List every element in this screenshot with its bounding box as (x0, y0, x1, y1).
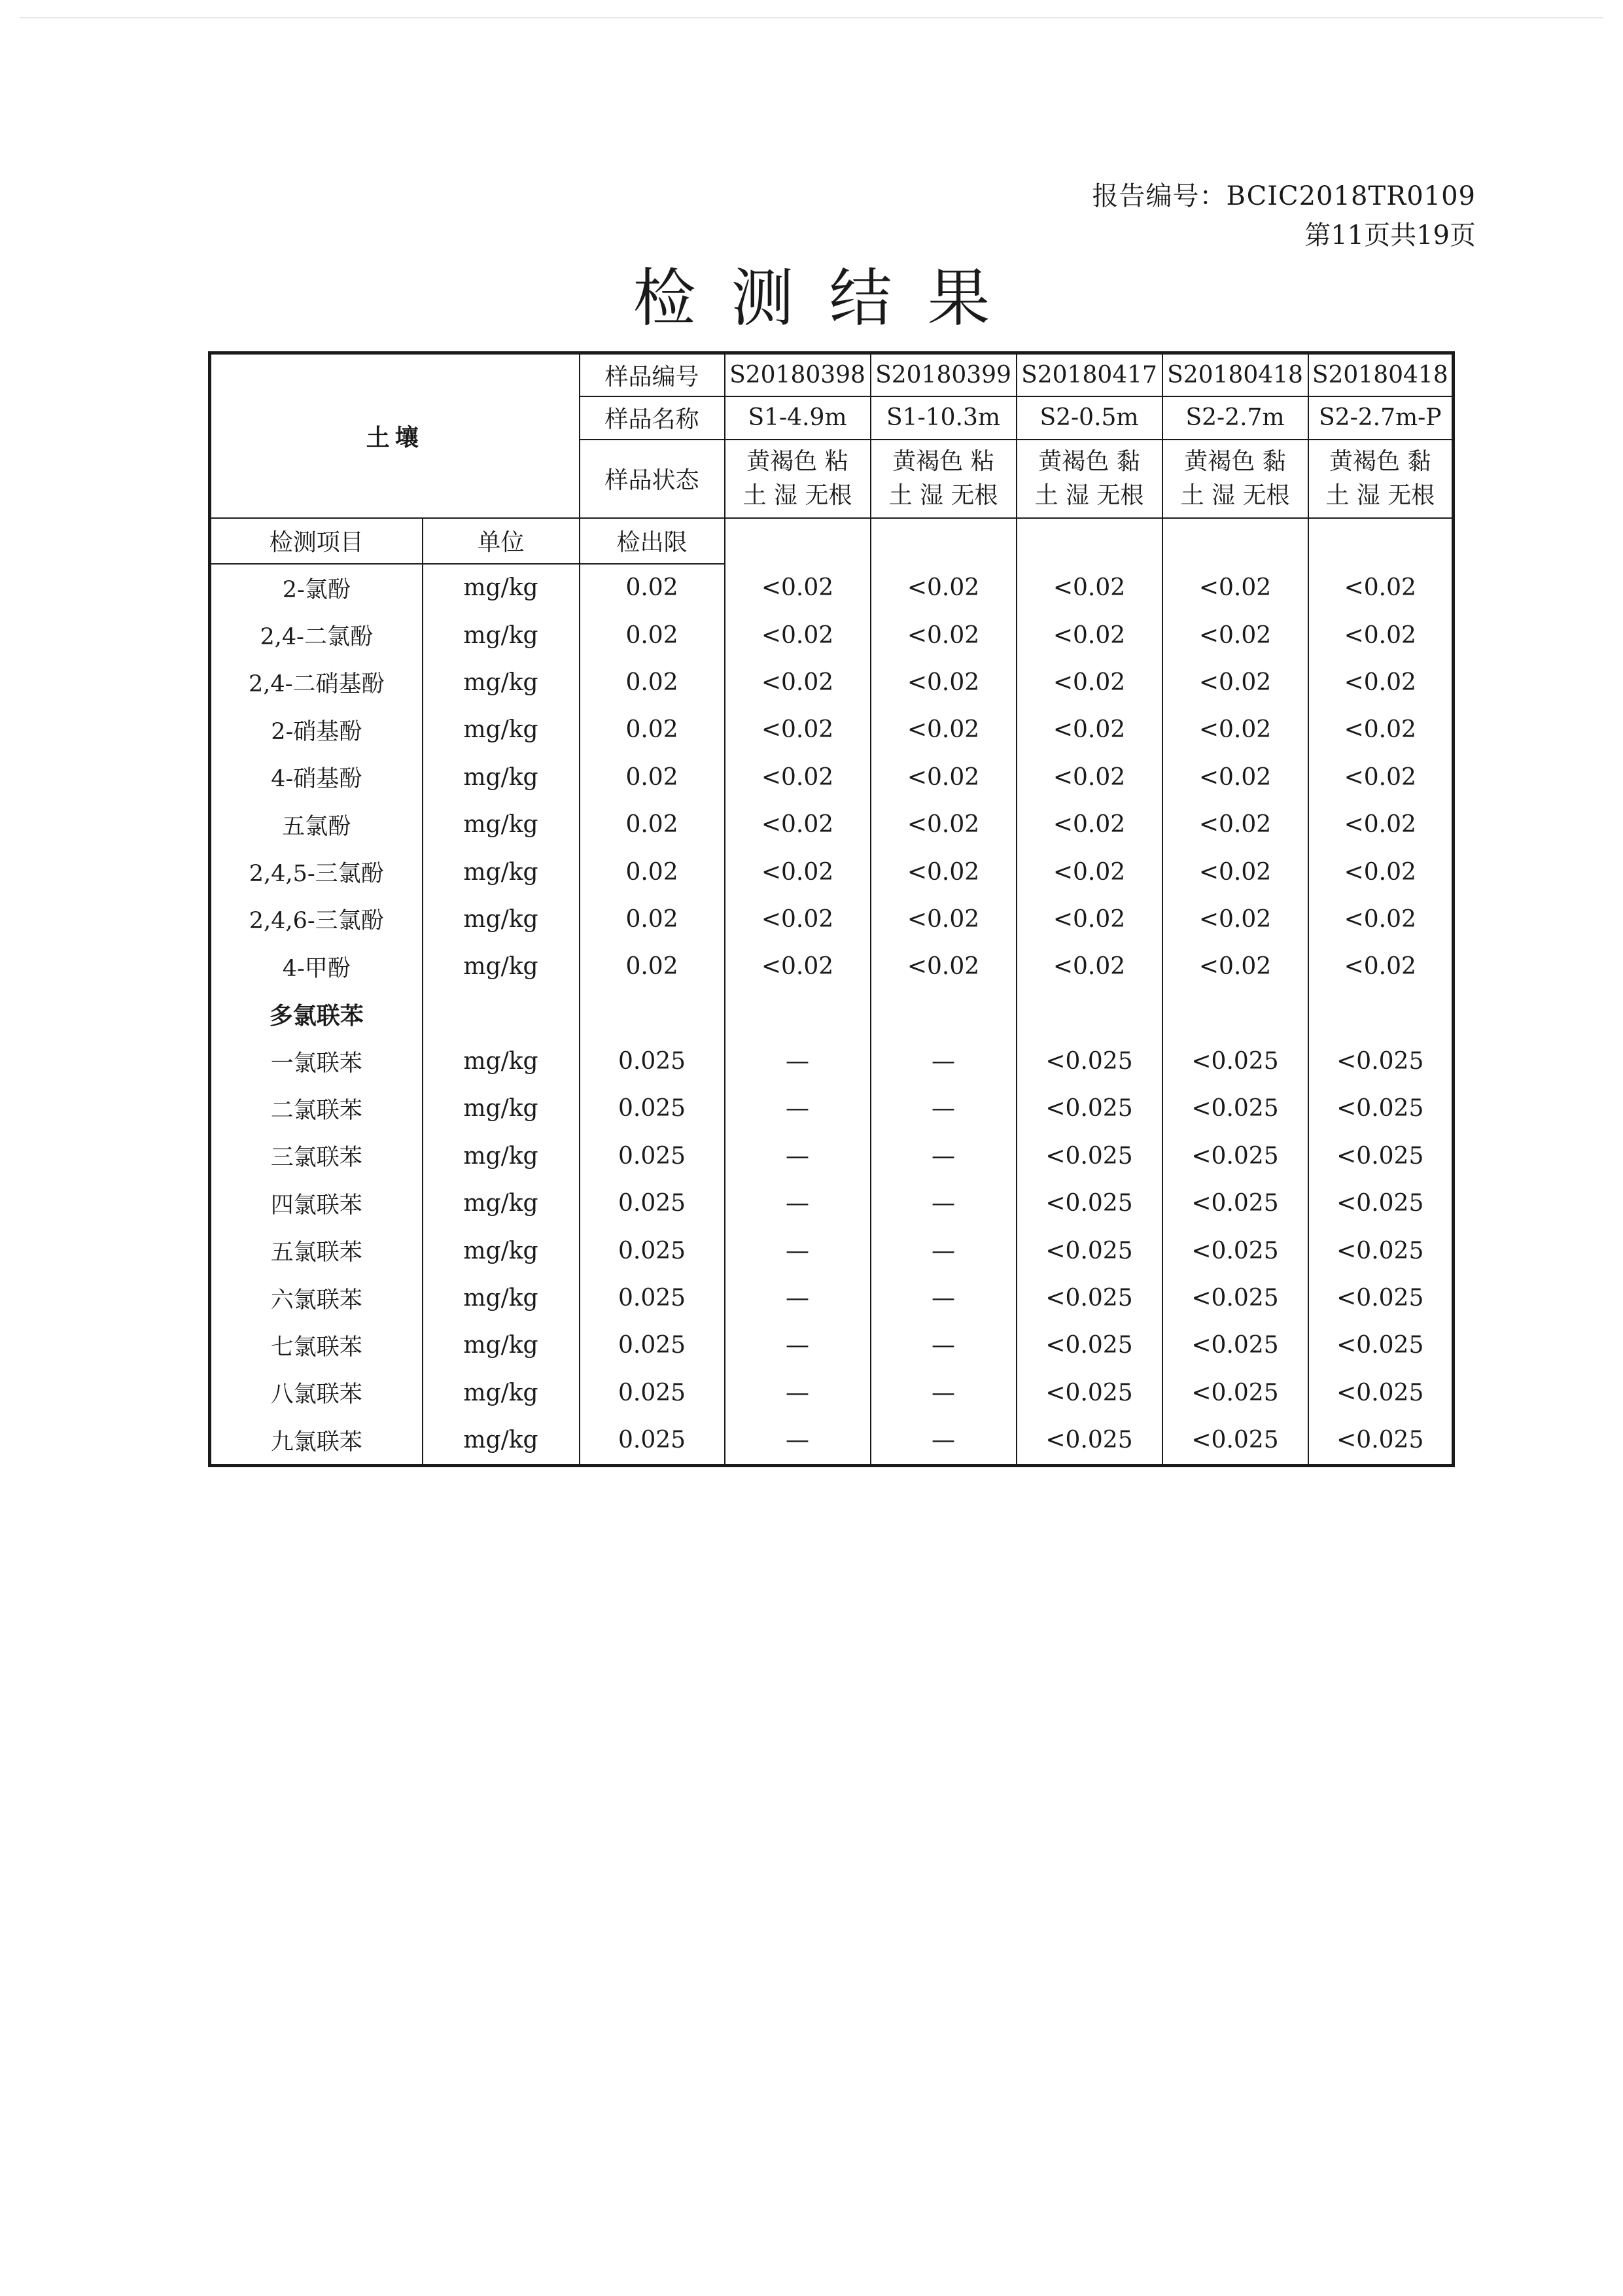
unit-cell: mg/kg (423, 1180, 580, 1227)
result-cell: — (871, 1037, 1017, 1085)
result-cell: <0.025 (1308, 1227, 1454, 1274)
result-cell: — (871, 1180, 1017, 1227)
sample-code: S20180418 (1162, 353, 1308, 396)
result-cell: <0.025 (1017, 1085, 1162, 1132)
result-cell: <0.02 (725, 848, 871, 896)
detection-limit-cell: 0.02 (580, 754, 725, 801)
result-cell: <0.02 (1308, 564, 1454, 612)
detection-limit-cell: 0.025 (580, 1037, 725, 1085)
empty-header-cell (1017, 518, 1162, 564)
result-cell: <0.025 (1017, 1274, 1162, 1321)
detection-limit-cell: 0.02 (580, 706, 725, 754)
table-row (210, 1369, 1454, 1416)
unit-cell: mg/kg (423, 706, 580, 754)
result-cell: <0.025 (1017, 1322, 1162, 1369)
result-cell: <0.02 (1017, 896, 1162, 943)
result-cell: <0.02 (725, 896, 871, 943)
result-cell: <0.025 (1162, 1180, 1308, 1227)
unit-cell: mg/kg (423, 848, 580, 896)
sample-code: S20180398 (725, 353, 871, 396)
detection-limit-cell: 0.025 (580, 1417, 725, 1466)
report-number: 报告编号：BCIC2018TR0109 (1092, 181, 1476, 211)
test-item-name: 五氯酚 (210, 801, 423, 848)
result-cell: <0.02 (1017, 706, 1162, 754)
result-cell: — (725, 1085, 871, 1132)
result-cell: — (725, 1322, 871, 1369)
sample-name: S2-2.7m-P (1308, 396, 1454, 440)
result-cell: — (871, 1369, 1017, 1416)
document-title: 检测结果 (633, 262, 1026, 335)
unit-cell: mg/kg (423, 1322, 580, 1369)
column-header-unit: 单位 (423, 518, 580, 564)
empty-cell (1162, 990, 1308, 1037)
sample-name: S2-2.7m (1162, 396, 1308, 440)
detection-limit-cell: 0.025 (580, 1322, 725, 1369)
result-cell: <0.02 (1017, 564, 1162, 612)
table-row (210, 848, 1454, 896)
result-cell: <0.02 (1017, 612, 1162, 659)
column-header-limit: 检出限 (580, 518, 725, 564)
detection-limit-cell: 0.025 (580, 1369, 725, 1416)
empty-cell (1017, 990, 1162, 1037)
section-label: 多氯联苯 (210, 990, 423, 1037)
sample-code: S20180417 (1017, 353, 1162, 396)
result-cell: <0.02 (871, 848, 1017, 896)
result-cell: <0.025 (1017, 1037, 1162, 1085)
result-cell: <0.02 (725, 564, 871, 612)
result-cell: <0.02 (1308, 754, 1454, 801)
empty-header-cell (725, 518, 871, 564)
test-item-name: 六氯联苯 (210, 1274, 423, 1321)
unit-cell: mg/kg (423, 1417, 580, 1466)
result-cell: — (725, 1274, 871, 1321)
result-cell: — (871, 1132, 1017, 1179)
result-cell: — (871, 1322, 1017, 1369)
result-cell: — (871, 1417, 1017, 1466)
test-item-name: 四氯联苯 (210, 1180, 423, 1227)
result-cell: <0.02 (871, 943, 1017, 990)
sample-state-line: 土 湿 无根 (742, 481, 852, 509)
result-cell: — (725, 1180, 871, 1227)
result-cell: <0.02 (871, 612, 1017, 659)
test-item-name: 九氯联苯 (210, 1417, 423, 1466)
table-row (210, 612, 1454, 659)
empty-cell (871, 990, 1017, 1037)
detection-limit-cell: 0.02 (580, 564, 725, 612)
sample-code-row (210, 353, 1454, 396)
sample-state-line: 黄褐色 粘 (892, 447, 994, 475)
sample-name-label: 样品名称 (580, 396, 725, 440)
column-header-row (210, 518, 1454, 564)
result-cell: <0.02 (725, 801, 871, 848)
table-row (210, 659, 1454, 706)
result-cell: <0.02 (1308, 706, 1454, 754)
result-cell: — (725, 1132, 871, 1179)
detection-limit-cell: 0.025 (580, 1227, 725, 1274)
sample-state (1162, 440, 1308, 518)
empty-cell (423, 990, 580, 1037)
result-cell: <0.02 (871, 801, 1017, 848)
results-table-body (210, 353, 1454, 1466)
result-cell: <0.02 (871, 896, 1017, 943)
test-item-name: 一氯联苯 (210, 1037, 423, 1085)
sample-name: S1-4.9m (725, 396, 871, 440)
result-cell: <0.025 (1017, 1417, 1162, 1466)
sample-state-label: 样品状态 (580, 440, 725, 518)
result-cell: — (871, 1085, 1017, 1132)
sample-name: S2-0.5m (1017, 396, 1162, 440)
result-cell: <0.02 (1308, 943, 1454, 990)
sample-state (871, 440, 1017, 518)
result-cell: <0.025 (1162, 1037, 1308, 1085)
detection-limit-cell: 0.02 (580, 659, 725, 706)
sample-state-line: 土 湿 无根 (1034, 481, 1144, 509)
result-cell: <0.02 (1017, 943, 1162, 990)
result-cell: <0.02 (1162, 848, 1308, 896)
table-row (210, 754, 1454, 801)
result-cell: <0.025 (1308, 1417, 1454, 1466)
result-cell: — (871, 1227, 1017, 1274)
result-cell: <0.025 (1162, 1369, 1308, 1416)
detection-limit-cell: 0.02 (580, 801, 725, 848)
sample-code: S20180399 (871, 353, 1017, 396)
result-cell: <0.025 (1308, 1322, 1454, 1369)
table-row (210, 896, 1454, 943)
table-row (210, 1132, 1454, 1179)
result-cell: <0.02 (1162, 896, 1308, 943)
result-cell: <0.02 (1308, 659, 1454, 706)
result-cell: <0.02 (1308, 896, 1454, 943)
result-cell: <0.02 (1308, 801, 1454, 848)
result-cell: <0.02 (1017, 659, 1162, 706)
result-cell: <0.02 (725, 943, 871, 990)
result-cell: <0.02 (1162, 801, 1308, 848)
result-cell: <0.025 (1308, 1274, 1454, 1321)
result-cell: <0.02 (871, 706, 1017, 754)
test-item-name: 五氯联苯 (210, 1227, 423, 1274)
table-row (210, 1037, 1454, 1085)
detection-limit-cell: 0.02 (580, 943, 725, 990)
result-cell: <0.025 (1308, 1180, 1454, 1227)
table-row (210, 1322, 1454, 1369)
result-cell: <0.025 (1017, 1132, 1162, 1179)
result-cell: <0.025 (1308, 1037, 1454, 1085)
result-cell: <0.02 (1162, 564, 1308, 612)
sample-state (1017, 440, 1162, 518)
table-row (210, 1274, 1454, 1321)
test-item-name: 2-氯酚 (210, 564, 423, 612)
result-cell: <0.02 (1308, 848, 1454, 896)
result-cell: <0.025 (1162, 1132, 1308, 1179)
table-row (210, 1227, 1454, 1274)
result-cell: <0.02 (725, 754, 871, 801)
result-cell: <0.02 (1162, 754, 1308, 801)
sample-code-label: 样品编号 (580, 353, 725, 396)
sample-state-line: 黄褐色 黏 (1038, 447, 1140, 475)
sample-state-line: 土 湿 无根 (1180, 481, 1290, 509)
detection-limit-cell: 0.025 (580, 1274, 725, 1321)
unit-cell: mg/kg (423, 659, 580, 706)
result-cell: — (725, 1227, 871, 1274)
result-cell: <0.025 (1162, 1274, 1308, 1321)
sample-state-line: 黄褐色 粘 (746, 447, 848, 475)
section-row (210, 990, 1454, 1037)
table-row (210, 943, 1454, 990)
table-row (210, 564, 1454, 612)
result-cell: <0.02 (1162, 943, 1308, 990)
result-cell: <0.02 (1017, 754, 1162, 801)
empty-cell (580, 990, 725, 1037)
sample-state-line: 土 湿 无根 (888, 481, 998, 509)
table-row (210, 1085, 1454, 1132)
unit-cell: mg/kg (423, 1369, 580, 1416)
sample-state (725, 440, 871, 518)
empty-header-cell (1162, 518, 1308, 564)
sample-name: S1-10.3m (871, 396, 1017, 440)
result-cell: <0.02 (1308, 612, 1454, 659)
test-item-name: 二氯联苯 (210, 1085, 423, 1132)
unit-cell: mg/kg (423, 564, 580, 612)
table-row (210, 1417, 1454, 1466)
results-table (208, 351, 1455, 1467)
result-cell: <0.025 (1017, 1180, 1162, 1227)
sample-state (1308, 440, 1454, 518)
result-cell: <0.02 (725, 612, 871, 659)
test-item-name: 2,4-二氯酚 (210, 612, 423, 659)
result-cell: <0.02 (725, 659, 871, 706)
table-row (210, 801, 1454, 848)
result-cell: <0.02 (725, 706, 871, 754)
detection-limit-cell: 0.02 (580, 896, 725, 943)
result-cell: <0.02 (1162, 612, 1308, 659)
result-cell: <0.02 (1162, 706, 1308, 754)
unit-cell: mg/kg (423, 896, 580, 943)
unit-cell: mg/kg (423, 943, 580, 990)
detection-limit-cell: 0.025 (580, 1132, 725, 1179)
test-item-name: 2,4,6-三氯酚 (210, 896, 423, 943)
unit-cell: mg/kg (423, 1037, 580, 1085)
table-row (210, 706, 1454, 754)
result-cell: <0.02 (1162, 659, 1308, 706)
sample-state-line: 黄褐色 黏 (1329, 447, 1431, 475)
unit-cell: mg/kg (423, 1274, 580, 1321)
test-item-name: 2-硝基酚 (210, 706, 423, 754)
test-item-name: 4-甲酚 (210, 943, 423, 990)
unit-cell: mg/kg (423, 1132, 580, 1179)
empty-cell (1308, 990, 1454, 1037)
unit-cell: mg/kg (423, 612, 580, 659)
result-cell: <0.02 (1017, 801, 1162, 848)
detection-limit-cell: 0.025 (580, 1085, 725, 1132)
test-item-name: 八氯联苯 (210, 1369, 423, 1416)
result-cell: <0.025 (1017, 1369, 1162, 1416)
page-top-rule (20, 17, 1603, 18)
result-cell: <0.02 (871, 564, 1017, 612)
result-cell: <0.025 (1308, 1132, 1454, 1179)
test-item-name: 三氯联苯 (210, 1132, 423, 1179)
test-item-name: 2,4,5-三氯酚 (210, 848, 423, 896)
unit-cell: mg/kg (423, 1085, 580, 1132)
test-item-name: 4-硝基酚 (210, 754, 423, 801)
detection-limit-cell: 0.02 (580, 612, 725, 659)
test-item-name: 七氯联苯 (210, 1322, 423, 1369)
column-header-item: 检测项目 (210, 518, 423, 564)
result-cell: <0.025 (1162, 1322, 1308, 1369)
result-cell: <0.025 (1308, 1369, 1454, 1416)
sample-state-line: 土 湿 无根 (1325, 481, 1435, 509)
unit-cell: mg/kg (423, 801, 580, 848)
result-cell: — (725, 1417, 871, 1466)
sample-state-line: 黄褐色 黏 (1184, 447, 1286, 475)
empty-cell (725, 990, 871, 1037)
test-item-name: 2,4-二硝基酚 (210, 659, 423, 706)
table-row (210, 1180, 1454, 1227)
result-cell: <0.02 (871, 754, 1017, 801)
result-cell: <0.025 (1017, 1227, 1162, 1274)
result-cell: <0.02 (1017, 848, 1162, 896)
sample-code: S20180418 (1308, 353, 1454, 396)
page-info: 第11页共19页 (1304, 220, 1476, 251)
unit-cell: mg/kg (423, 754, 580, 801)
result-cell: — (871, 1274, 1017, 1321)
empty-header-cell (871, 518, 1017, 564)
result-cell: <0.025 (1162, 1085, 1308, 1132)
empty-header-cell (1308, 518, 1454, 564)
unit-cell: mg/kg (423, 1227, 580, 1274)
result-cell: <0.025 (1162, 1227, 1308, 1274)
result-cell: <0.025 (1308, 1085, 1454, 1132)
result-cell: <0.02 (871, 659, 1017, 706)
detection-limit-cell: 0.02 (580, 848, 725, 896)
result-cell: <0.025 (1162, 1417, 1308, 1466)
result-cell: — (725, 1037, 871, 1085)
matrix-label: 土壤 (210, 353, 580, 518)
detection-limit-cell: 0.025 (580, 1180, 725, 1227)
result-cell: — (725, 1369, 871, 1416)
